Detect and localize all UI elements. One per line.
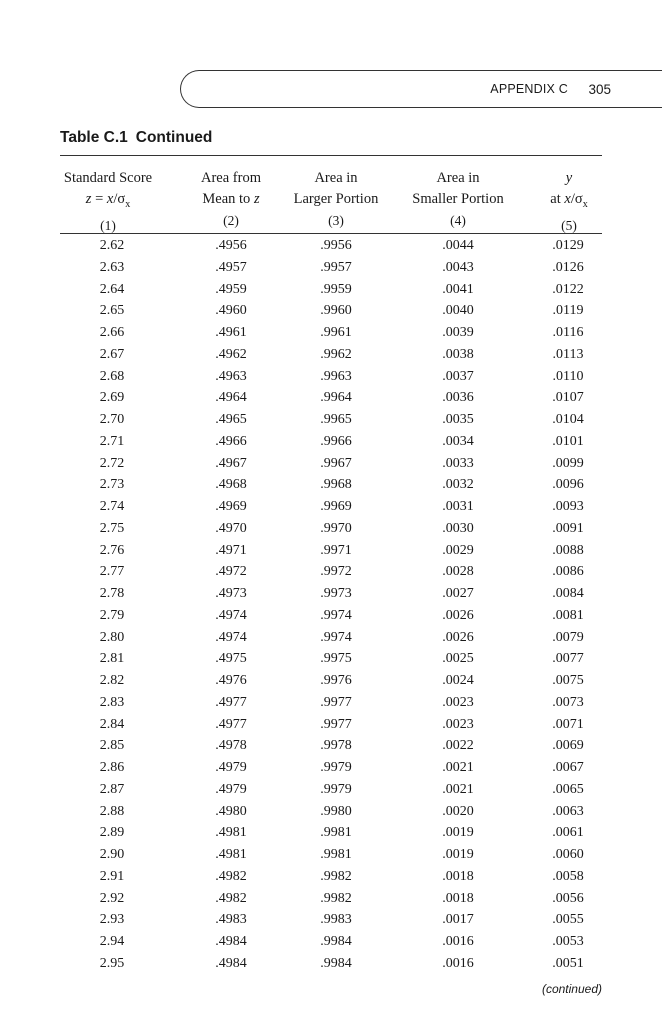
table-cell: .9956 [320, 238, 352, 253]
column-header-symbol: y [565, 170, 573, 186]
table-cell: 2.75 [99, 520, 125, 536]
table-cell: .0079 [552, 629, 584, 645]
table-cell: .9977 [320, 694, 352, 710]
table-cell: 2.69 [99, 390, 125, 406]
table-row [60, 823, 602, 845]
table-cell: .0028 [442, 564, 474, 580]
table-cell: .0039 [442, 325, 474, 340]
table-row [60, 910, 602, 932]
table-cell: 2.89 [99, 825, 125, 841]
table-cell: .4982 [215, 868, 247, 884]
table-cell: .9969 [320, 499, 352, 514]
table-cell: .0071 [552, 716, 584, 732]
appendix-label: APPENDIX C [490, 82, 568, 96]
table-cell: .0053 [552, 934, 584, 949]
table-cell: .0099 [552, 455, 584, 471]
table-cell: 2.73 [99, 477, 125, 493]
table-row [60, 954, 602, 976]
column-header-line2: Larger Portion [293, 191, 379, 207]
table-cell: .4981 [215, 825, 247, 841]
column-header-number: (5) [561, 217, 577, 233]
table-header-rule [60, 233, 602, 234]
table-row [60, 606, 602, 628]
table-row [60, 497, 602, 519]
table-cell: .9963 [320, 368, 352, 384]
table-cell: 2.95 [99, 955, 125, 971]
table-cell: .0067 [552, 760, 584, 775]
table-cell: .0017 [442, 912, 474, 928]
table-cell: .4965 [215, 412, 247, 427]
column-header-number: (3) [328, 213, 344, 228]
table-cell: .0024 [442, 673, 474, 688]
column-header-standard-score [60, 168, 156, 236]
table-cell: .0035 [442, 412, 474, 427]
table-cell: .0026 [442, 629, 474, 645]
table-cell: 2.74 [99, 499, 125, 514]
table-cell: 2.72 [99, 455, 125, 471]
table-row [60, 388, 602, 410]
table-cell: .0101 [552, 433, 584, 449]
table-cell: .4960 [215, 303, 247, 319]
table-row [60, 475, 602, 497]
table-cell: .9962 [320, 346, 352, 362]
table-cell: .0036 [442, 390, 474, 406]
table-cell: .0021 [442, 781, 474, 797]
table-row [60, 367, 602, 389]
table-cell: .4980 [215, 803, 247, 819]
table-cell: .0058 [552, 868, 584, 884]
table-row [60, 802, 602, 824]
column-header-line2: at $x/\sigma_x$ [550, 191, 588, 210]
table-row [60, 845, 602, 867]
table-row [60, 671, 602, 693]
table-row [60, 649, 602, 671]
table-cell: .0069 [552, 738, 584, 754]
table-cell: .9979 [320, 760, 352, 775]
table-cell: .9984 [320, 934, 352, 949]
column-header-formula: $z = x/\sigma_x$ [85, 191, 131, 210]
table-cell: .4979 [215, 781, 247, 797]
table-cell: .4974 [215, 607, 247, 623]
table-cell: .4972 [215, 564, 247, 580]
table-row [60, 323, 602, 345]
table-cell: .4969 [215, 499, 247, 514]
table-cell: .0030 [442, 520, 474, 536]
table-cell: .4962 [215, 346, 247, 362]
table-cell: 2.65 [99, 303, 125, 319]
table-cell: .9977 [320, 716, 352, 732]
column-header-number: (1) [100, 217, 116, 233]
column-header-smaller-portion [404, 168, 512, 231]
table-cell: .9959 [320, 281, 352, 297]
table-cell: .4979 [215, 760, 247, 775]
table-cell: .0116 [552, 325, 584, 340]
table-row [60, 628, 602, 650]
table-cell: .4984 [215, 955, 247, 971]
table-cell: 2.82 [99, 673, 125, 688]
table-cell: .0061 [552, 825, 584, 841]
table-row [60, 432, 602, 454]
table-cell: .0075 [552, 673, 584, 688]
table-cell: 2.85 [99, 738, 125, 754]
table-cell: .0077 [552, 651, 584, 667]
table-cell: .0031 [442, 499, 474, 514]
table-cell: .0107 [552, 390, 584, 406]
table-cell: 2.91 [99, 868, 125, 884]
table-row [60, 932, 602, 954]
table-cell: .0093 [552, 499, 584, 514]
table-top-rule [60, 155, 602, 156]
table-cell: .9961 [320, 325, 352, 340]
table-row [60, 280, 602, 302]
page-number: 305 [588, 82, 611, 97]
table-cell: .4983 [215, 912, 247, 928]
table-cell: .9978 [320, 738, 352, 754]
table-cell: .4961 [215, 325, 247, 340]
table-body [60, 236, 602, 976]
column-header-line1: Area in [314, 170, 358, 186]
table-cell: .0016 [442, 955, 474, 971]
table-cell: .0055 [552, 912, 584, 928]
table-cell: .0043 [442, 259, 474, 275]
table-cell: 2.90 [99, 847, 125, 862]
table-cell: .0122 [552, 281, 584, 297]
table-cell: .4984 [215, 934, 247, 949]
table-cell: .9971 [320, 542, 352, 558]
table-cell: .0018 [442, 868, 474, 884]
table-cell: .0096 [552, 477, 584, 493]
table-cell: .9974 [320, 607, 352, 623]
table-cell: .4974 [215, 629, 247, 645]
table-cell: .0091 [552, 520, 584, 536]
table-title-text: Continued [135, 129, 213, 146]
table-cell: .0029 [442, 542, 474, 558]
table-cell: 2.62 [99, 238, 125, 253]
table-cell: .9968 [320, 477, 352, 493]
table-row [60, 584, 602, 606]
table-cell: 2.66 [99, 325, 125, 340]
column-header-line1: Area from [201, 170, 261, 186]
table-title [60, 129, 220, 147]
table-row [60, 867, 602, 889]
table-cell: .9973 [320, 586, 352, 601]
table-cell: 2.93 [99, 912, 125, 928]
table-cell: .0126 [552, 259, 584, 275]
table-cell: .9964 [320, 390, 352, 406]
table-cell: .4968 [215, 477, 247, 493]
table-cell: .9983 [320, 912, 352, 928]
column-header-number: (2) [223, 213, 239, 228]
table-cell: .0034 [442, 433, 474, 449]
table-cell: 2.83 [99, 694, 125, 710]
table-cell: .4976 [215, 673, 247, 688]
column-header-line2: Mean to z [202, 191, 260, 207]
column-header-line1: Area in [436, 170, 480, 186]
table-cell: 2.78 [99, 586, 125, 601]
table-cell: .0032 [442, 477, 474, 493]
table-cell: .0056 [552, 890, 584, 906]
table-cell: 2.67 [99, 346, 125, 362]
table-cell: 2.64 [99, 281, 125, 297]
table-cell: .4982 [215, 890, 247, 906]
table-cell: .9975 [320, 651, 352, 667]
table-cell: .4959 [215, 281, 247, 297]
table-cell: .4975 [215, 651, 247, 667]
table-cell: .0037 [442, 368, 474, 384]
table-cell: 2.94 [99, 934, 125, 949]
table-row [60, 345, 602, 367]
table-cell: .0033 [442, 455, 474, 471]
table-cell: .0018 [442, 890, 474, 906]
table-cell: .9981 [320, 825, 352, 841]
table-cell: .0041 [442, 281, 474, 297]
table-cell: .0040 [442, 303, 474, 319]
column-header-area-mean [186, 168, 276, 231]
table-row [60, 562, 602, 584]
table-cell: .4971 [215, 542, 247, 558]
table-cell: .0020 [442, 803, 474, 819]
table-cell: .4978 [215, 738, 247, 754]
table-row [60, 780, 602, 802]
column-header-line1: Standard Score [63, 170, 153, 186]
table-cell: .4977 [215, 694, 247, 710]
table-cell: .9974 [320, 629, 352, 645]
table-cell: 2.68 [99, 368, 125, 384]
table-cell: .0081 [552, 607, 584, 623]
table-cell: .9979 [320, 781, 352, 797]
table-cell: .0016 [442, 934, 474, 949]
table-cell: .0104 [552, 412, 584, 427]
table-cell: .0129 [552, 238, 584, 253]
table-row [60, 736, 602, 758]
table-cell: .9981 [320, 847, 352, 862]
table-cell: .0023 [442, 694, 474, 710]
table-cell: .9982 [320, 890, 352, 906]
table-cell: .4967 [215, 455, 247, 471]
column-header-line2: Smaller Portion [412, 191, 504, 207]
table-cell: .4966 [215, 433, 247, 449]
table-row [60, 541, 602, 563]
table-cell: .0086 [552, 564, 584, 580]
table-cell: 2.86 [99, 760, 125, 775]
table-row [60, 301, 602, 323]
table-cell: .0019 [442, 847, 474, 862]
table-cell: .0065 [552, 781, 584, 797]
table-row [60, 758, 602, 780]
table-cell: .0027 [442, 586, 474, 601]
table-cell: .9984 [320, 955, 352, 971]
table-cell: .0038 [442, 346, 474, 362]
table-cell: .0023 [442, 716, 474, 732]
table-cell: .0088 [552, 542, 584, 558]
table-cell: .4956 [215, 238, 247, 253]
table-cell: .9960 [320, 303, 352, 319]
table-cell: 2.80 [99, 629, 125, 645]
table-cell: .0044 [442, 238, 474, 253]
table-cell: 2.81 [99, 651, 125, 667]
table-cell: 2.87 [99, 781, 125, 797]
table-row [60, 454, 602, 476]
table-cell: .4973 [215, 586, 247, 601]
table-cell: .0063 [552, 803, 584, 819]
table-cell: .9965 [320, 412, 352, 427]
table-cell: .4981 [215, 847, 247, 862]
table-cell: .0073 [552, 694, 584, 710]
table-cell: 2.76 [99, 542, 125, 558]
table-cell: .9966 [320, 433, 352, 449]
table-cell: .0084 [552, 586, 584, 601]
table-cell: .0019 [442, 825, 474, 841]
table-cell: .9967 [320, 455, 352, 471]
table-cell: .0022 [442, 738, 474, 754]
table-number: Table C.1 [60, 129, 128, 146]
table-cell: .0021 [442, 760, 474, 775]
table-row [60, 236, 602, 258]
table-cell: .4964 [215, 390, 247, 406]
table-cell: .4963 [215, 368, 247, 384]
table-cell: 2.92 [99, 890, 125, 906]
table-cell: .0025 [442, 651, 474, 667]
table-cell: .9976 [320, 673, 352, 688]
table-cell: 2.84 [99, 716, 125, 732]
table-row [60, 889, 602, 911]
table-cell: 2.63 [99, 259, 125, 275]
column-header-number: (4) [450, 213, 466, 228]
running-head [180, 70, 662, 108]
table-cell: .4957 [215, 259, 247, 275]
table-row [60, 715, 602, 737]
column-header-larger-portion [286, 168, 386, 231]
table-cell: .9982 [320, 868, 352, 884]
table-cell: 2.71 [99, 433, 125, 449]
table-cell: .0051 [552, 955, 584, 971]
table-row [60, 258, 602, 280]
table-row [60, 410, 602, 432]
table-cell: .0110 [552, 368, 584, 384]
table-cell: .0026 [442, 607, 474, 623]
table-cell: .9970 [320, 520, 352, 536]
table-cell: 2.79 [99, 607, 125, 623]
table-row [60, 519, 602, 541]
column-header-ordinate [534, 168, 604, 236]
table-cell: .9957 [320, 259, 352, 275]
table-cell: .4977 [215, 716, 247, 732]
continued-note: (continued) [541, 982, 602, 996]
table-cell: 2.70 [99, 412, 125, 427]
table-row [60, 693, 602, 715]
table-cell: .4970 [215, 520, 247, 536]
table-cell: .9972 [320, 564, 352, 580]
table-cell: .9980 [320, 803, 352, 819]
table-cell: 2.88 [99, 803, 125, 819]
table-cell: .0060 [552, 847, 584, 862]
table-cell: .0113 [552, 346, 584, 362]
table-cell: .0119 [552, 303, 584, 319]
table-cell: 2.77 [99, 564, 125, 580]
